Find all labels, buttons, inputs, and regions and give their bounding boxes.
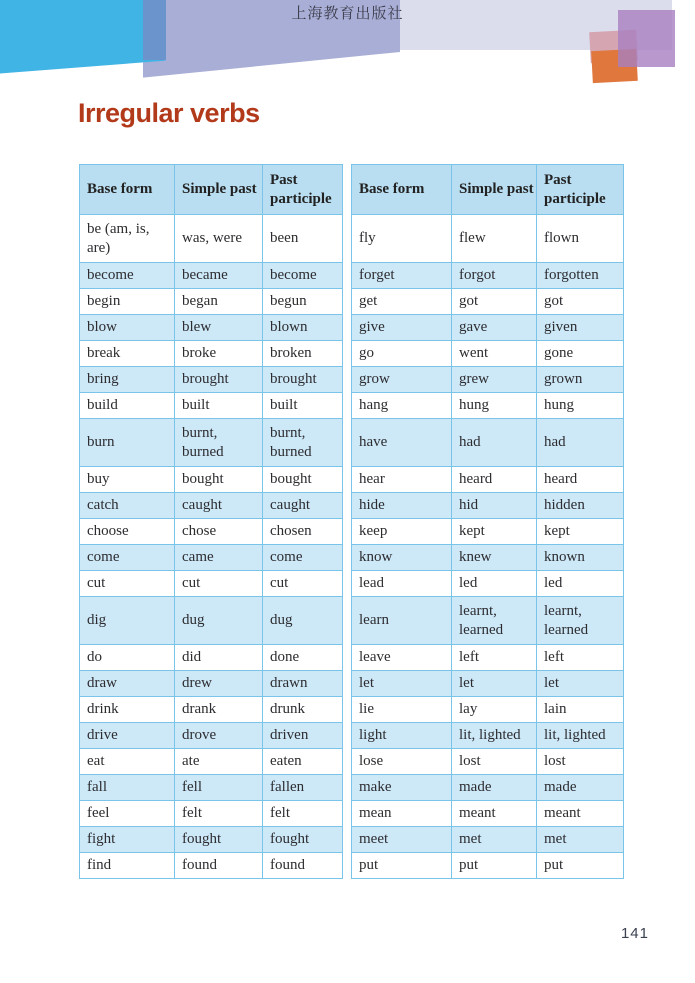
verbs-table-left [79, 164, 343, 879]
verb-cell: cut [175, 571, 263, 597]
table-body [352, 215, 624, 879]
table-row [80, 723, 343, 749]
verb-cell: put [452, 853, 537, 879]
verb-cell: break [80, 341, 175, 367]
table-row [80, 493, 343, 519]
verb-cell: burnt, burned [263, 419, 343, 467]
verb-cell: fought [263, 827, 343, 853]
verb-cell: forgotten [537, 263, 624, 289]
verb-cell: lain [537, 697, 624, 723]
verb-cell: lit, lighted [537, 723, 624, 749]
verb-cell: find [80, 853, 175, 879]
table-row [80, 697, 343, 723]
column-header-base-form: Base form [352, 165, 452, 215]
page-title: Irregular verbs [78, 98, 260, 128]
verb-cell: lost [452, 749, 537, 775]
verb-cell: chose [175, 519, 263, 545]
verb-cell: draw [80, 671, 175, 697]
verb-cell: led [537, 571, 624, 597]
verb-cell: hide [352, 493, 452, 519]
verb-cell: grew [452, 367, 537, 393]
verb-cell: heard [452, 467, 537, 493]
verb-cell: dug [175, 597, 263, 645]
verb-cell: grow [352, 367, 452, 393]
verb-cell: given [537, 315, 624, 341]
verb-cell: have [352, 419, 452, 467]
verb-cell: fell [175, 775, 263, 801]
verb-cell: keep [352, 519, 452, 545]
verb-cell: put [352, 853, 452, 879]
verb-cell: drunk [263, 697, 343, 723]
verb-cell: heard [537, 467, 624, 493]
verb-cell: hidden [537, 493, 624, 519]
verb-cell: came [175, 545, 263, 571]
column-header-simple-past: Simple past [175, 165, 263, 215]
verb-cell: blow [80, 315, 175, 341]
verb-cell: felt [263, 801, 343, 827]
verb-cell: built [175, 393, 263, 419]
verb-cell: let [537, 671, 624, 697]
verb-cell: fight [80, 827, 175, 853]
table-row [352, 697, 624, 723]
verb-cell: make [352, 775, 452, 801]
table-row [352, 801, 624, 827]
verb-cell: gave [452, 315, 537, 341]
verb-cell: flew [452, 215, 537, 263]
verb-cell: come [80, 545, 175, 571]
verb-cell: become [263, 263, 343, 289]
verb-cell: do [80, 645, 175, 671]
table-row [352, 289, 624, 315]
verb-cell: driven [263, 723, 343, 749]
table-row [80, 341, 343, 367]
verb-cell: cut [80, 571, 175, 597]
table-row [352, 493, 624, 519]
verb-cell: learnt, learned [537, 597, 624, 645]
verb-cell: had [537, 419, 624, 467]
verb-cell: eaten [263, 749, 343, 775]
verb-cell: go [352, 341, 452, 367]
verb-cell: made [537, 775, 624, 801]
table-row [80, 671, 343, 697]
column-header-past-participle: Past participle [537, 165, 624, 215]
verb-cell: gone [537, 341, 624, 367]
verb-cell: meant [537, 801, 624, 827]
verb-cell: flown [537, 215, 624, 263]
table-row [80, 467, 343, 493]
verb-cell: known [537, 545, 624, 571]
verb-cell: hang [352, 393, 452, 419]
verb-cell: bring [80, 367, 175, 393]
table-row [352, 775, 624, 801]
table-row [352, 341, 624, 367]
verbs-table-right [351, 164, 624, 879]
verb-cell: got [537, 289, 624, 315]
table-row [352, 367, 624, 393]
verb-cell: let [452, 671, 537, 697]
irregular-verbs-tables [79, 164, 624, 879]
table-row [352, 749, 624, 775]
verb-cell: light [352, 723, 452, 749]
verb-cell: kept [452, 519, 537, 545]
verb-cell: caught [263, 493, 343, 519]
verb-cell: put [537, 853, 624, 879]
column-header-past-participle: Past participle [263, 165, 343, 215]
verb-cell: been [263, 215, 343, 263]
verb-cell: begin [80, 289, 175, 315]
verb-cell: drive [80, 723, 175, 749]
table-row [352, 263, 624, 289]
verb-cell: meant [452, 801, 537, 827]
verb-cell: got [452, 289, 537, 315]
verb-cell: caught [175, 493, 263, 519]
verb-cell: found [263, 853, 343, 879]
verb-cell: drove [175, 723, 263, 749]
column-header-base-form: Base form [80, 165, 175, 215]
table-row [80, 315, 343, 341]
verb-cell: drink [80, 697, 175, 723]
verb-cell: burn [80, 419, 175, 467]
verb-cell: eat [80, 749, 175, 775]
verb-cell: bought [175, 467, 263, 493]
verb-cell: mean [352, 801, 452, 827]
verb-cell: dig [80, 597, 175, 645]
verb-cell: hear [352, 467, 452, 493]
table-row [352, 315, 624, 341]
verb-cell: did [175, 645, 263, 671]
verb-cell: dug [263, 597, 343, 645]
verb-cell: broke [175, 341, 263, 367]
table-row [80, 749, 343, 775]
verb-cell: give [352, 315, 452, 341]
verb-cell: blew [175, 315, 263, 341]
table-row [80, 263, 343, 289]
verb-cell: made [452, 775, 537, 801]
verb-cell: meet [352, 827, 452, 853]
verb-cell: let [352, 671, 452, 697]
verb-cell: get [352, 289, 452, 315]
table-row [352, 519, 624, 545]
verb-cell: lay [452, 697, 537, 723]
verb-cell: met [452, 827, 537, 853]
verb-cell: began [175, 289, 263, 315]
verb-cell: left [452, 645, 537, 671]
verb-cell: drew [175, 671, 263, 697]
verb-cell: drawn [263, 671, 343, 697]
verb-cell: fallen [263, 775, 343, 801]
verb-cell: become [80, 263, 175, 289]
table-row [352, 467, 624, 493]
verb-cell: fought [175, 827, 263, 853]
table-row [80, 519, 343, 545]
verb-cell: left [537, 645, 624, 671]
verb-cell: went [452, 341, 537, 367]
verb-cell: fly [352, 215, 452, 263]
table-header [80, 165, 343, 215]
table-header [352, 165, 624, 215]
verb-cell: cut [263, 571, 343, 597]
verb-cell: forgot [452, 263, 537, 289]
verb-cell: brought [263, 367, 343, 393]
verb-cell: learn [352, 597, 452, 645]
table-row [80, 645, 343, 671]
verb-cell: lost [537, 749, 624, 775]
table-row [80, 367, 343, 393]
verb-cell: come [263, 545, 343, 571]
table-row [352, 571, 624, 597]
table-row [80, 215, 343, 263]
verb-cell: brought [175, 367, 263, 393]
verb-cell: met [537, 827, 624, 853]
table-row [80, 419, 343, 467]
verb-cell: know [352, 545, 452, 571]
table-row [352, 671, 624, 697]
verb-cell: found [175, 853, 263, 879]
verb-cell: lit, lighted [452, 723, 537, 749]
verb-cell: ate [175, 749, 263, 775]
verb-cell: feel [80, 801, 175, 827]
table-row [80, 393, 343, 419]
verb-cell: learnt, learned [452, 597, 537, 645]
table-row [80, 545, 343, 571]
verb-cell: be (am, is, are) [80, 215, 175, 263]
verb-cell: grown [537, 367, 624, 393]
verb-cell: led [452, 571, 537, 597]
table-row [352, 853, 624, 879]
table-row [352, 419, 624, 467]
verb-cell: catch [80, 493, 175, 519]
verb-cell: lead [352, 571, 452, 597]
table-row [352, 393, 624, 419]
verb-cell: begun [263, 289, 343, 315]
table-row [80, 827, 343, 853]
table-row [352, 827, 624, 853]
table-row [80, 289, 343, 315]
publisher-watermark: 上海教育出版社 [291, 6, 404, 22]
verb-cell: built [263, 393, 343, 419]
table-row [80, 775, 343, 801]
table-row [80, 853, 343, 879]
verb-cell: chosen [263, 519, 343, 545]
verb-cell: hung [452, 393, 537, 419]
verb-cell: hid [452, 493, 537, 519]
table-body [80, 215, 343, 879]
verb-cell: knew [452, 545, 537, 571]
verb-cell: was, were [175, 215, 263, 263]
verb-cell: bought [263, 467, 343, 493]
table-row [352, 215, 624, 263]
verb-cell: broken [263, 341, 343, 367]
table-row [80, 597, 343, 645]
verb-cell: had [452, 419, 537, 467]
table-row [352, 723, 624, 749]
table-row [352, 545, 624, 571]
table-row [352, 645, 624, 671]
verb-cell: forget [352, 263, 452, 289]
verb-cell: felt [175, 801, 263, 827]
verb-cell: burnt, burned [175, 419, 263, 467]
table-row [352, 597, 624, 645]
verb-cell: leave [352, 645, 452, 671]
verb-cell: blown [263, 315, 343, 341]
verb-cell: done [263, 645, 343, 671]
page-number: 141 [620, 925, 649, 942]
verb-cell: lose [352, 749, 452, 775]
verb-cell: build [80, 393, 175, 419]
column-header-simple-past: Simple past [452, 165, 537, 215]
verb-cell: buy [80, 467, 175, 493]
verb-cell: became [175, 263, 263, 289]
verb-cell: hung [537, 393, 624, 419]
verb-cell: fall [80, 775, 175, 801]
table-row [80, 801, 343, 827]
table-row [80, 571, 343, 597]
verb-cell: choose [80, 519, 175, 545]
verb-cell: drank [175, 697, 263, 723]
verb-cell: kept [537, 519, 624, 545]
verb-cell: lie [352, 697, 452, 723]
